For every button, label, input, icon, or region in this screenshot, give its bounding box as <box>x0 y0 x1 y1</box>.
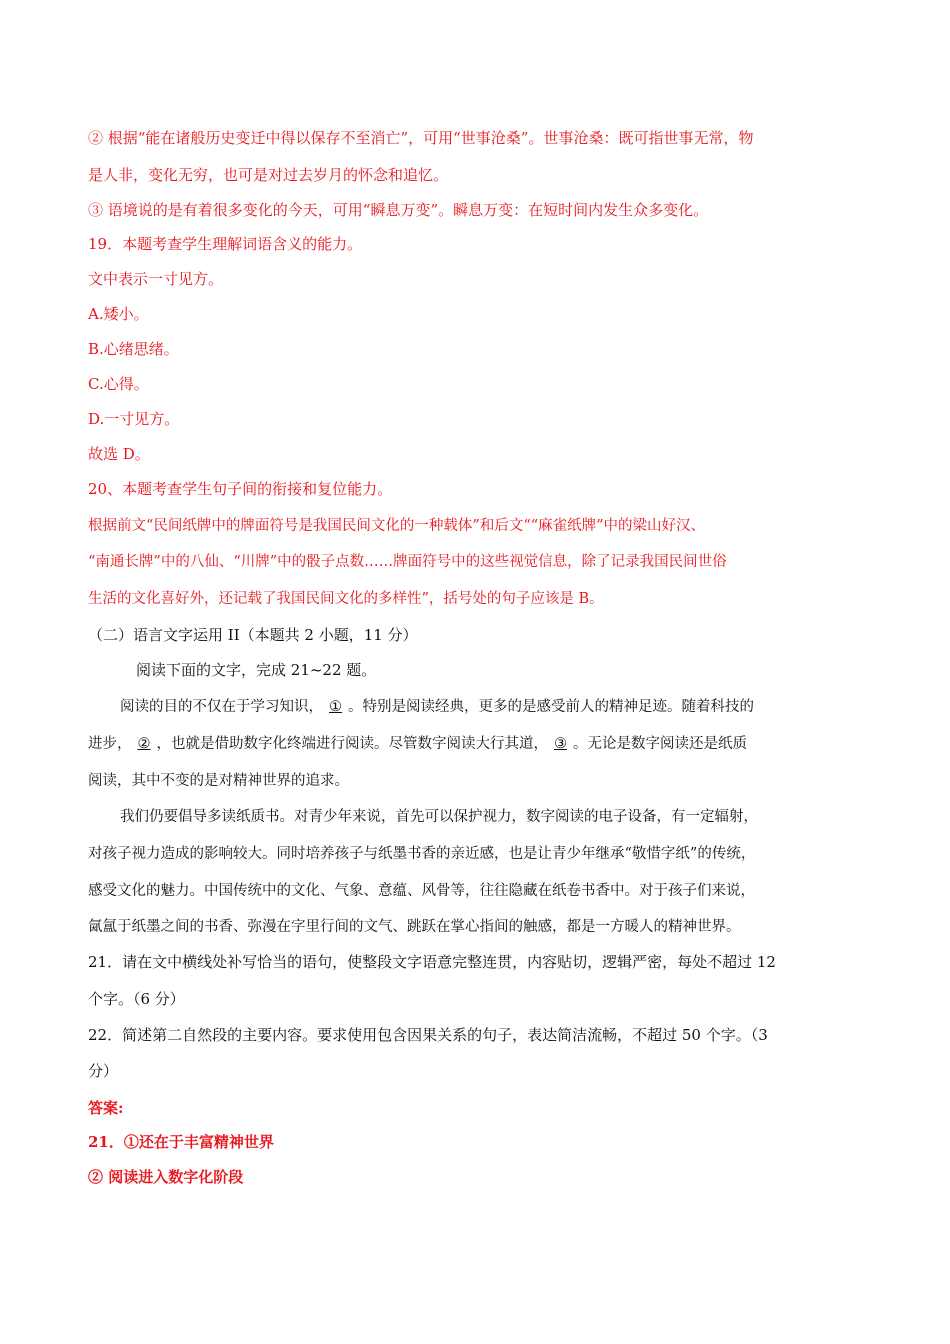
option-b: B.心绪思绪。 <box>88 340 179 358</box>
question-22: 22．简述第二自然段的主要内容。要求使用包含因果关系的句子，表达简洁流畅，不超过 50 个字。（3 <box>88 1026 768 1044</box>
text-line: 生活的文化喜好外，还记载了我国民间文化的多样性”，括号处的句子应该是 B。 <box>88 591 604 607</box>
passage-line: 进步， ② ，也就是借助数字化终端进行阅读。尽管数字阅读大行其道， ③ 。无论是数字阅读还是纸质 <box>88 736 747 752</box>
option-d: D.一寸见方。 <box>88 410 180 428</box>
passage-line: 我们仍要倡导多读纸质书。对青少年来说，首先可以保护视力，数字阅读的电子设备，有一定辐射， <box>120 809 758 825</box>
text-line: 是人非，变化无穷，也可是对过去岁月的怀念和追忆。 <box>88 166 449 184</box>
instruction-line: 阅读下面的文字，完成 21~22 题。 <box>136 661 377 679</box>
text-line: 根据前文“民间纸牌中的牌面符号是我国民间文化的一种载体”和后文““麻雀纸牌”中的梁山好汉、 <box>88 518 706 534</box>
passage-line: 对孩子视力造成的影响较大。同时培养孩子与纸墨书香的亲近感，也是让青少年继承“敬惜字纸”的传统， <box>88 846 756 862</box>
blank-2: ② <box>137 736 151 752</box>
question-19-heading: 19．本题考查学生理解词语含义的能力。 <box>88 235 363 253</box>
answer-choice: 故选 D。 <box>88 445 150 463</box>
passage-line: 阅读的目的不仅在于学习知识， ① 。特别是阅读经典，更多的是感受前人的精神足迹。随着科技的 <box>120 699 754 715</box>
question-22-cont: 分） <box>88 1062 119 1080</box>
option-a: A.矮小。 <box>88 305 149 323</box>
question-20-heading: 20、本题考查学生句子间的衔接和复位能力。 <box>88 480 393 498</box>
passage-line: 阅读，其中不变的是对精神世界的追求。 <box>88 773 349 789</box>
text-line: ② 根据“能在诸般历史变迁中得以保存不至消亡”，可用“世事沧桑”。世事沧桑：既可指世事无常，物 <box>88 129 754 147</box>
text-line: 文中表示一寸见方。 <box>88 270 224 288</box>
question-21: 21．请在文中横线处补写恰当的语句，使整段文字语意完整连贯，内容贴切，逻辑严密，每处不超过 12 <box>88 953 776 971</box>
passage-line: 氤氲于纸墨之间的书香、弥漫在字里行间的文气、跳跃在掌心指间的触感，都是一方暖人的精神世界。 <box>88 919 741 935</box>
answer-heading: 答案: <box>88 1099 124 1117</box>
answer-21-2: ② 阅读进入数字化阶段 <box>88 1168 244 1186</box>
section-heading: （二）语言文字运用 II（本题共 2 小题，11 分） <box>88 626 418 644</box>
text-line: ③ 语境说的是有着很多变化的今天，可用“瞬息万变”。瞬息万变：在短时间内发生众多变化。 <box>88 201 709 219</box>
question-21-cont: 个字。（6 分） <box>88 990 185 1008</box>
text-line: “南通长牌”中的八仙、“川牌”中的骰子点数……牌面符号中的这些视觉信息，除了记录我国民间世俗 <box>88 554 727 570</box>
passage-line: 感受文化的魅力。中国传统中的文化、气象、意蕴、风骨等，往往隐藏在纸卷书香中。对于孩子们来说， <box>88 883 755 899</box>
option-c: C.心得。 <box>88 375 149 393</box>
blank-1: ① <box>329 699 342 715</box>
answer-21-1: 21．①还在于丰富精神世界 <box>88 1133 274 1151</box>
blank-3: ③ <box>554 736 567 752</box>
